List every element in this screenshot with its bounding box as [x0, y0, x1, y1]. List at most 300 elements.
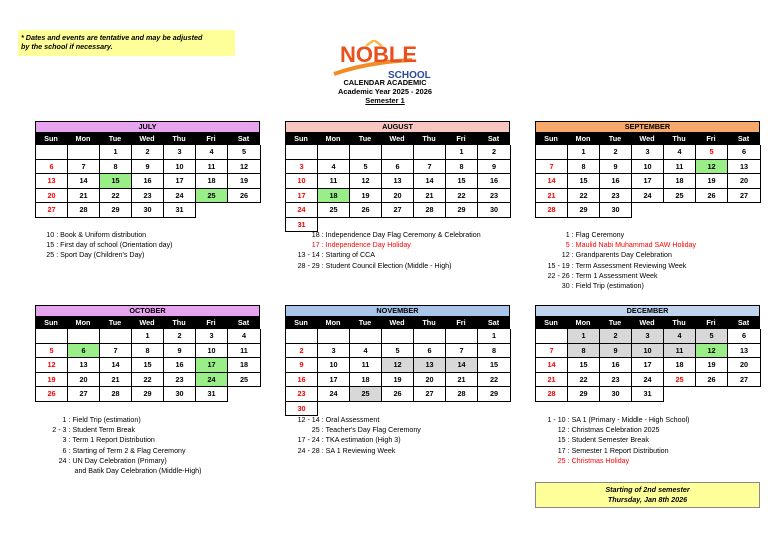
day-cell: 9: [600, 344, 632, 359]
day-cell: 2: [132, 145, 164, 160]
event-item: [40, 415, 201, 425]
event-separator: :: [68, 456, 71, 465]
semester-note-line-2: Thursday, Jan 8th 2026: [607, 495, 688, 504]
day-cell: 11: [350, 358, 382, 373]
event-separator: :: [68, 426, 71, 435]
day-cell: 8: [132, 344, 164, 359]
day-cell: 5: [350, 160, 382, 175]
event-date: 1: [565, 231, 570, 239]
day-cell: 17: [286, 189, 318, 204]
day-cell: 24: [286, 203, 318, 218]
event-separator: :: [567, 426, 570, 435]
event-item: [285, 250, 481, 260]
day-cell: 15: [446, 174, 478, 189]
day-cell: 18: [350, 373, 382, 388]
day-cell: 23: [132, 189, 164, 204]
weekday-label: Sun: [44, 318, 58, 327]
empty-day-cell: [536, 145, 568, 160]
day-cell: 26: [350, 203, 382, 218]
day-cell: 7: [68, 160, 100, 175]
day-cell: 29: [568, 387, 600, 402]
day-cell: 7: [536, 344, 568, 359]
day-cell: 22: [478, 373, 511, 388]
event-separator: :: [571, 231, 574, 239]
day-cell: 20: [36, 189, 68, 204]
day-cell: 4: [664, 145, 696, 160]
day-cell: 17: [164, 174, 196, 189]
month-title: AUGUST: [285, 121, 510, 133]
event-date: 25: [557, 456, 566, 465]
event-date: 24: [58, 456, 67, 465]
day-cell: 2: [478, 145, 511, 160]
weekday-label: Wed: [139, 134, 155, 143]
event-item: [535, 271, 696, 281]
day-cell: 15: [100, 174, 132, 189]
day-cell: 14: [536, 358, 568, 373]
day-cell: 7: [536, 160, 568, 175]
december-events: [535, 415, 689, 466]
event-separator: :: [68, 446, 71, 455]
event-date: 3: [62, 436, 67, 445]
event-separator: :: [571, 282, 574, 291]
event-date: 12: [561, 251, 570, 260]
day-cell: 13: [728, 344, 761, 359]
day-cell: 15: [568, 174, 600, 189]
event-text: Starting of Term 2 & Flag Ceremony: [72, 446, 186, 455]
day-cell: 20: [68, 373, 100, 388]
event-separator: :: [321, 261, 324, 270]
event-text: Sport Day (Children's Day): [60, 251, 145, 260]
weekday-label: Tue: [608, 134, 622, 143]
weekday-label: Thu: [422, 318, 436, 327]
day-cell: 13: [414, 358, 446, 373]
weekday-label: Thu: [422, 134, 436, 143]
empty-day-cell: [286, 145, 318, 160]
weekday-label: Mon: [75, 318, 91, 327]
event-date: 28 - 29: [297, 261, 320, 270]
event-item: [40, 230, 173, 240]
day-cell: 4: [196, 145, 228, 160]
day-cell: 27: [68, 387, 100, 402]
weekday-label: Sat: [487, 134, 500, 143]
event-text: SA 1 Reviewing Week: [325, 446, 396, 455]
day-cell: 6: [36, 160, 68, 175]
day-cell: 18: [664, 174, 696, 189]
day-cell: 24: [632, 189, 664, 204]
event-separator: :: [321, 241, 324, 250]
day-cell: 25: [318, 203, 350, 218]
event-text: Field Trip (estimation): [575, 282, 644, 291]
event-item: [40, 250, 173, 260]
month-title: SEPTEMBER: [535, 121, 760, 133]
event-separator: :: [567, 456, 570, 465]
event-text: TKA estimation (High 3): [325, 436, 401, 445]
event-separator: :: [571, 251, 574, 260]
event-text: Flag Ceremony: [575, 231, 625, 239]
event-item: [285, 446, 421, 456]
empty-day-cell: [382, 145, 414, 160]
day-cell: 24: [318, 387, 350, 402]
day-cell: 17: [632, 174, 664, 189]
weekday-label: Sun: [294, 318, 308, 327]
day-cell: 21: [536, 189, 568, 204]
weekday-label: Fri: [206, 318, 216, 327]
event-date: 1 - 10: [547, 416, 566, 424]
day-cell: 24: [164, 189, 196, 204]
day-cell: 25: [664, 373, 696, 388]
month-title: NOVEMBER: [285, 305, 510, 317]
day-cell: 4: [228, 329, 261, 344]
event-item: [40, 425, 201, 435]
month-day-grid: [535, 329, 760, 402]
month-day-grid: [285, 329, 510, 416]
day-cell: 25: [228, 373, 261, 388]
event-text: UN Day Celebration (Primary): [72, 456, 167, 465]
event-separator: :: [56, 231, 59, 239]
event-item: [40, 466, 201, 476]
month-december: [535, 305, 760, 402]
day-cell: 19: [696, 174, 728, 189]
event-date: 5: [565, 241, 570, 250]
empty-day-cell: [664, 203, 696, 218]
day-cell: 17: [632, 358, 664, 373]
event-text: Book & Uniform distribution: [60, 231, 147, 239]
event-text: Semester 1 Report Distribution: [571, 446, 669, 455]
day-cell: 20: [728, 174, 761, 189]
weekday-header-row: [285, 133, 510, 145]
day-cell: 12: [228, 160, 261, 175]
day-cell: 16: [164, 358, 196, 373]
day-cell: 1: [478, 329, 511, 344]
day-cell: 11: [318, 174, 350, 189]
event-date: 15: [46, 241, 55, 250]
day-cell: 16: [478, 174, 511, 189]
empty-day-cell: [382, 402, 414, 417]
day-cell: 16: [600, 358, 632, 373]
event-text: Student Council Election (Middle - High): [325, 261, 452, 270]
weekday-label: Wed: [639, 134, 655, 143]
day-cell: 12: [696, 344, 728, 359]
weekday-label: Sun: [544, 134, 558, 143]
day-cell: 20: [728, 358, 761, 373]
day-cell: 26: [696, 189, 728, 204]
event-date: 13 - 14: [297, 251, 320, 260]
day-cell: 10: [196, 344, 228, 359]
empty-day-cell: [536, 329, 568, 344]
day-cell: 14: [100, 358, 132, 373]
weekday-header-row: [285, 317, 510, 329]
day-cell: 26: [696, 373, 728, 388]
day-cell: 2: [600, 145, 632, 160]
weekday-label: Mon: [325, 134, 341, 143]
day-cell: 29: [568, 203, 600, 218]
event-date: 17 - 24: [297, 436, 320, 445]
weekday-label: Fri: [456, 318, 466, 327]
day-cell: 30: [132, 203, 164, 218]
event-separator: :: [321, 416, 324, 424]
event-separator: :: [571, 241, 574, 250]
weekday-label: Mon: [575, 318, 591, 327]
event-item: [285, 230, 481, 240]
day-cell: 29: [446, 203, 478, 218]
day-cell: 31: [286, 218, 318, 233]
empty-day-cell: [36, 329, 68, 344]
event-item: [285, 240, 481, 250]
day-cell: 9: [286, 358, 318, 373]
weekday-header-row: [535, 317, 760, 329]
day-cell: 8: [568, 160, 600, 175]
academic-year: Academic Year 2025 - 2026: [338, 87, 432, 96]
empty-day-cell: [382, 329, 414, 344]
event-item: [535, 446, 689, 456]
event-item: [535, 415, 689, 425]
day-cell: 18: [228, 358, 261, 373]
empty-day-cell: [728, 203, 761, 218]
day-cell: 15: [478, 358, 511, 373]
day-cell: 23: [478, 189, 511, 204]
weekday-label: Tue: [608, 318, 622, 327]
weekday-label: Sun: [544, 318, 558, 327]
disclaimer-line-2: by the school if necessary.: [21, 42, 113, 51]
day-cell: 21: [536, 373, 568, 388]
day-cell: 26: [382, 387, 414, 402]
weekday-label: Fri: [706, 134, 716, 143]
day-cell: 29: [100, 203, 132, 218]
event-separator: :: [571, 271, 574, 280]
day-cell: 11: [664, 344, 696, 359]
day-cell: 30: [164, 387, 196, 402]
empty-day-cell: [728, 387, 761, 402]
day-cell: 30: [600, 387, 632, 402]
day-cell: 19: [696, 358, 728, 373]
day-cell: 3: [632, 145, 664, 160]
event-text: SA 1 (Primary - Middle - High School): [571, 416, 690, 424]
event-separator: :: [321, 251, 324, 260]
day-cell: 28: [68, 203, 100, 218]
empty-day-cell: [696, 203, 728, 218]
event-date: 6: [62, 446, 67, 455]
day-cell: 5: [696, 145, 728, 160]
day-cell: 4: [350, 344, 382, 359]
event-date: 17: [311, 241, 320, 250]
day-cell: 12: [36, 358, 68, 373]
day-cell: 13: [68, 358, 100, 373]
weekday-label: Thu: [672, 134, 686, 143]
event-text: Teacher's Day Flag Ceremony: [325, 426, 421, 435]
day-cell: 26: [228, 189, 261, 204]
day-cell: 21: [68, 189, 100, 204]
event-text: Field Trip (estimation): [72, 416, 141, 424]
event-separator: :: [56, 241, 59, 250]
month-title: DECEMBER: [535, 305, 760, 317]
day-cell: 22: [446, 189, 478, 204]
empty-day-cell: [100, 329, 132, 344]
empty-day-cell: [350, 329, 382, 344]
month-august: [285, 121, 510, 232]
calendar-title: CALENDAR ACADEMIC: [343, 78, 427, 87]
weekday-label: Mon: [325, 318, 341, 327]
event-item: [40, 240, 173, 250]
day-cell: 25: [664, 189, 696, 204]
empty-day-cell: [196, 203, 228, 218]
event-date: 1: [62, 416, 67, 424]
empty-day-cell: [446, 329, 478, 344]
day-cell: 23: [600, 373, 632, 388]
day-cell: 9: [132, 160, 164, 175]
day-cell: 28: [446, 387, 478, 402]
empty-day-cell: [228, 387, 261, 402]
day-cell: 30: [478, 203, 511, 218]
day-cell: 11: [664, 160, 696, 175]
weekday-label: Tue: [358, 134, 372, 143]
event-separator: :: [567, 416, 570, 424]
day-cell: 11: [196, 160, 228, 175]
day-cell: 10: [164, 160, 196, 175]
day-cell: 28: [536, 387, 568, 402]
event-date: 15: [557, 436, 566, 445]
day-cell: 3: [318, 344, 350, 359]
day-cell: 1: [568, 145, 600, 160]
event-text: First day of school (Orientation day): [60, 241, 173, 250]
day-cell: 25: [196, 189, 228, 204]
day-cell: 29: [478, 387, 511, 402]
event-date: 25: [311, 426, 320, 435]
day-cell: 7: [100, 344, 132, 359]
month-september: [535, 121, 760, 218]
event-item: [285, 425, 421, 435]
weekday-label: Tue: [108, 134, 122, 143]
empty-day-cell: [228, 203, 261, 218]
july-events: [40, 230, 173, 261]
empty-day-cell: [478, 402, 511, 417]
day-cell: 5: [696, 329, 728, 344]
weekday-label: Wed: [389, 134, 405, 143]
event-date: 15 - 19: [547, 261, 570, 270]
day-cell: 16: [286, 373, 318, 388]
day-cell: 20: [382, 189, 414, 204]
weekday-label: Wed: [139, 318, 155, 327]
day-cell: 30: [286, 402, 318, 417]
event-text: Maulid Nabi Muhammad SAW Holiday: [575, 241, 697, 250]
day-cell: 15: [132, 358, 164, 373]
empty-day-cell: [68, 329, 100, 344]
day-cell: 21: [446, 373, 478, 388]
weekday-label: Fri: [706, 318, 716, 327]
weekday-header-row: [35, 133, 260, 145]
calendar-header: [300, 38, 470, 108]
day-cell: 8: [100, 160, 132, 175]
day-cell: 22: [132, 373, 164, 388]
day-cell: 21: [100, 373, 132, 388]
empty-day-cell: [446, 402, 478, 417]
weekday-label: Fri: [206, 134, 216, 143]
weekday-label: Sat: [237, 134, 250, 143]
day-cell: 18: [318, 189, 350, 204]
event-text: Term Assessment Reviewing Week: [575, 261, 687, 270]
day-cell: 2: [600, 329, 632, 344]
empty-day-cell: [414, 402, 446, 417]
day-cell: 28: [414, 203, 446, 218]
day-cell: 1: [132, 329, 164, 344]
day-cell: 13: [382, 174, 414, 189]
event-item: [535, 435, 689, 445]
event-separator: :: [567, 446, 570, 455]
day-cell: 10: [632, 160, 664, 175]
november-events: [285, 415, 421, 456]
event-item: [40, 456, 201, 466]
empty-day-cell: [36, 145, 68, 160]
day-cell: 30: [600, 203, 632, 218]
event-text: Student Term Break: [72, 426, 136, 435]
day-cell: 19: [36, 373, 68, 388]
day-cell: 28: [536, 203, 568, 218]
day-cell: 3: [286, 160, 318, 175]
empty-day-cell: [68, 145, 100, 160]
event-text: Independence Day Flag Ceremony & Celebration: [325, 231, 481, 239]
event-text: Term 1 Assessment Week: [575, 271, 658, 280]
event-text: Christmas Holiday: [571, 456, 630, 465]
day-cell: 22: [568, 189, 600, 204]
weekday-header-row: [535, 133, 760, 145]
disclaimer-line-1: * Dates and events are tentative and may be adjusted: [21, 33, 203, 42]
day-cell: 25: [350, 387, 382, 402]
event-text: Grandparents Day Celebration: [575, 251, 672, 260]
event-date: 10: [46, 231, 55, 239]
day-cell: 4: [318, 160, 350, 175]
empty-day-cell: [286, 329, 318, 344]
empty-day-cell: [318, 329, 350, 344]
day-cell: 17: [318, 373, 350, 388]
logo-subword: SCHOOL: [388, 70, 431, 80]
day-cell: 6: [414, 344, 446, 359]
event-text: Term 1 Report Distribution: [72, 436, 155, 445]
empty-day-cell: [414, 329, 446, 344]
event-text: Christmas Celebration 2025: [571, 426, 660, 435]
day-cell: 10: [632, 344, 664, 359]
day-cell: 23: [600, 189, 632, 204]
day-cell: 22: [100, 189, 132, 204]
day-cell: 27: [382, 203, 414, 218]
event-item: [40, 446, 201, 456]
day-cell: 28: [100, 387, 132, 402]
event-separator: :: [321, 426, 324, 435]
event-separator: :: [571, 261, 574, 270]
day-cell: 16: [132, 174, 164, 189]
event-date: 30: [561, 282, 570, 291]
day-cell: 6: [382, 160, 414, 175]
day-cell: 23: [164, 373, 196, 388]
day-cell: 2: [164, 329, 196, 344]
weekday-label: Sun: [44, 134, 58, 143]
event-separator: :: [68, 416, 71, 424]
day-cell: 4: [664, 329, 696, 344]
day-cell: 11: [228, 344, 261, 359]
weekday-label: Wed: [639, 318, 655, 327]
day-cell: 5: [228, 145, 261, 160]
day-cell: 13: [728, 160, 761, 175]
day-cell: 18: [196, 174, 228, 189]
day-cell: 7: [414, 160, 446, 175]
event-date: 12: [557, 426, 566, 435]
day-cell: 14: [68, 174, 100, 189]
weekday-label: Tue: [108, 318, 122, 327]
event-item: [285, 415, 421, 425]
event-item: [535, 425, 689, 435]
disclaimer-note: [18, 30, 235, 56]
day-cell: 7: [446, 344, 478, 359]
month-day-grid: [35, 145, 260, 218]
month-day-grid: [35, 329, 260, 402]
